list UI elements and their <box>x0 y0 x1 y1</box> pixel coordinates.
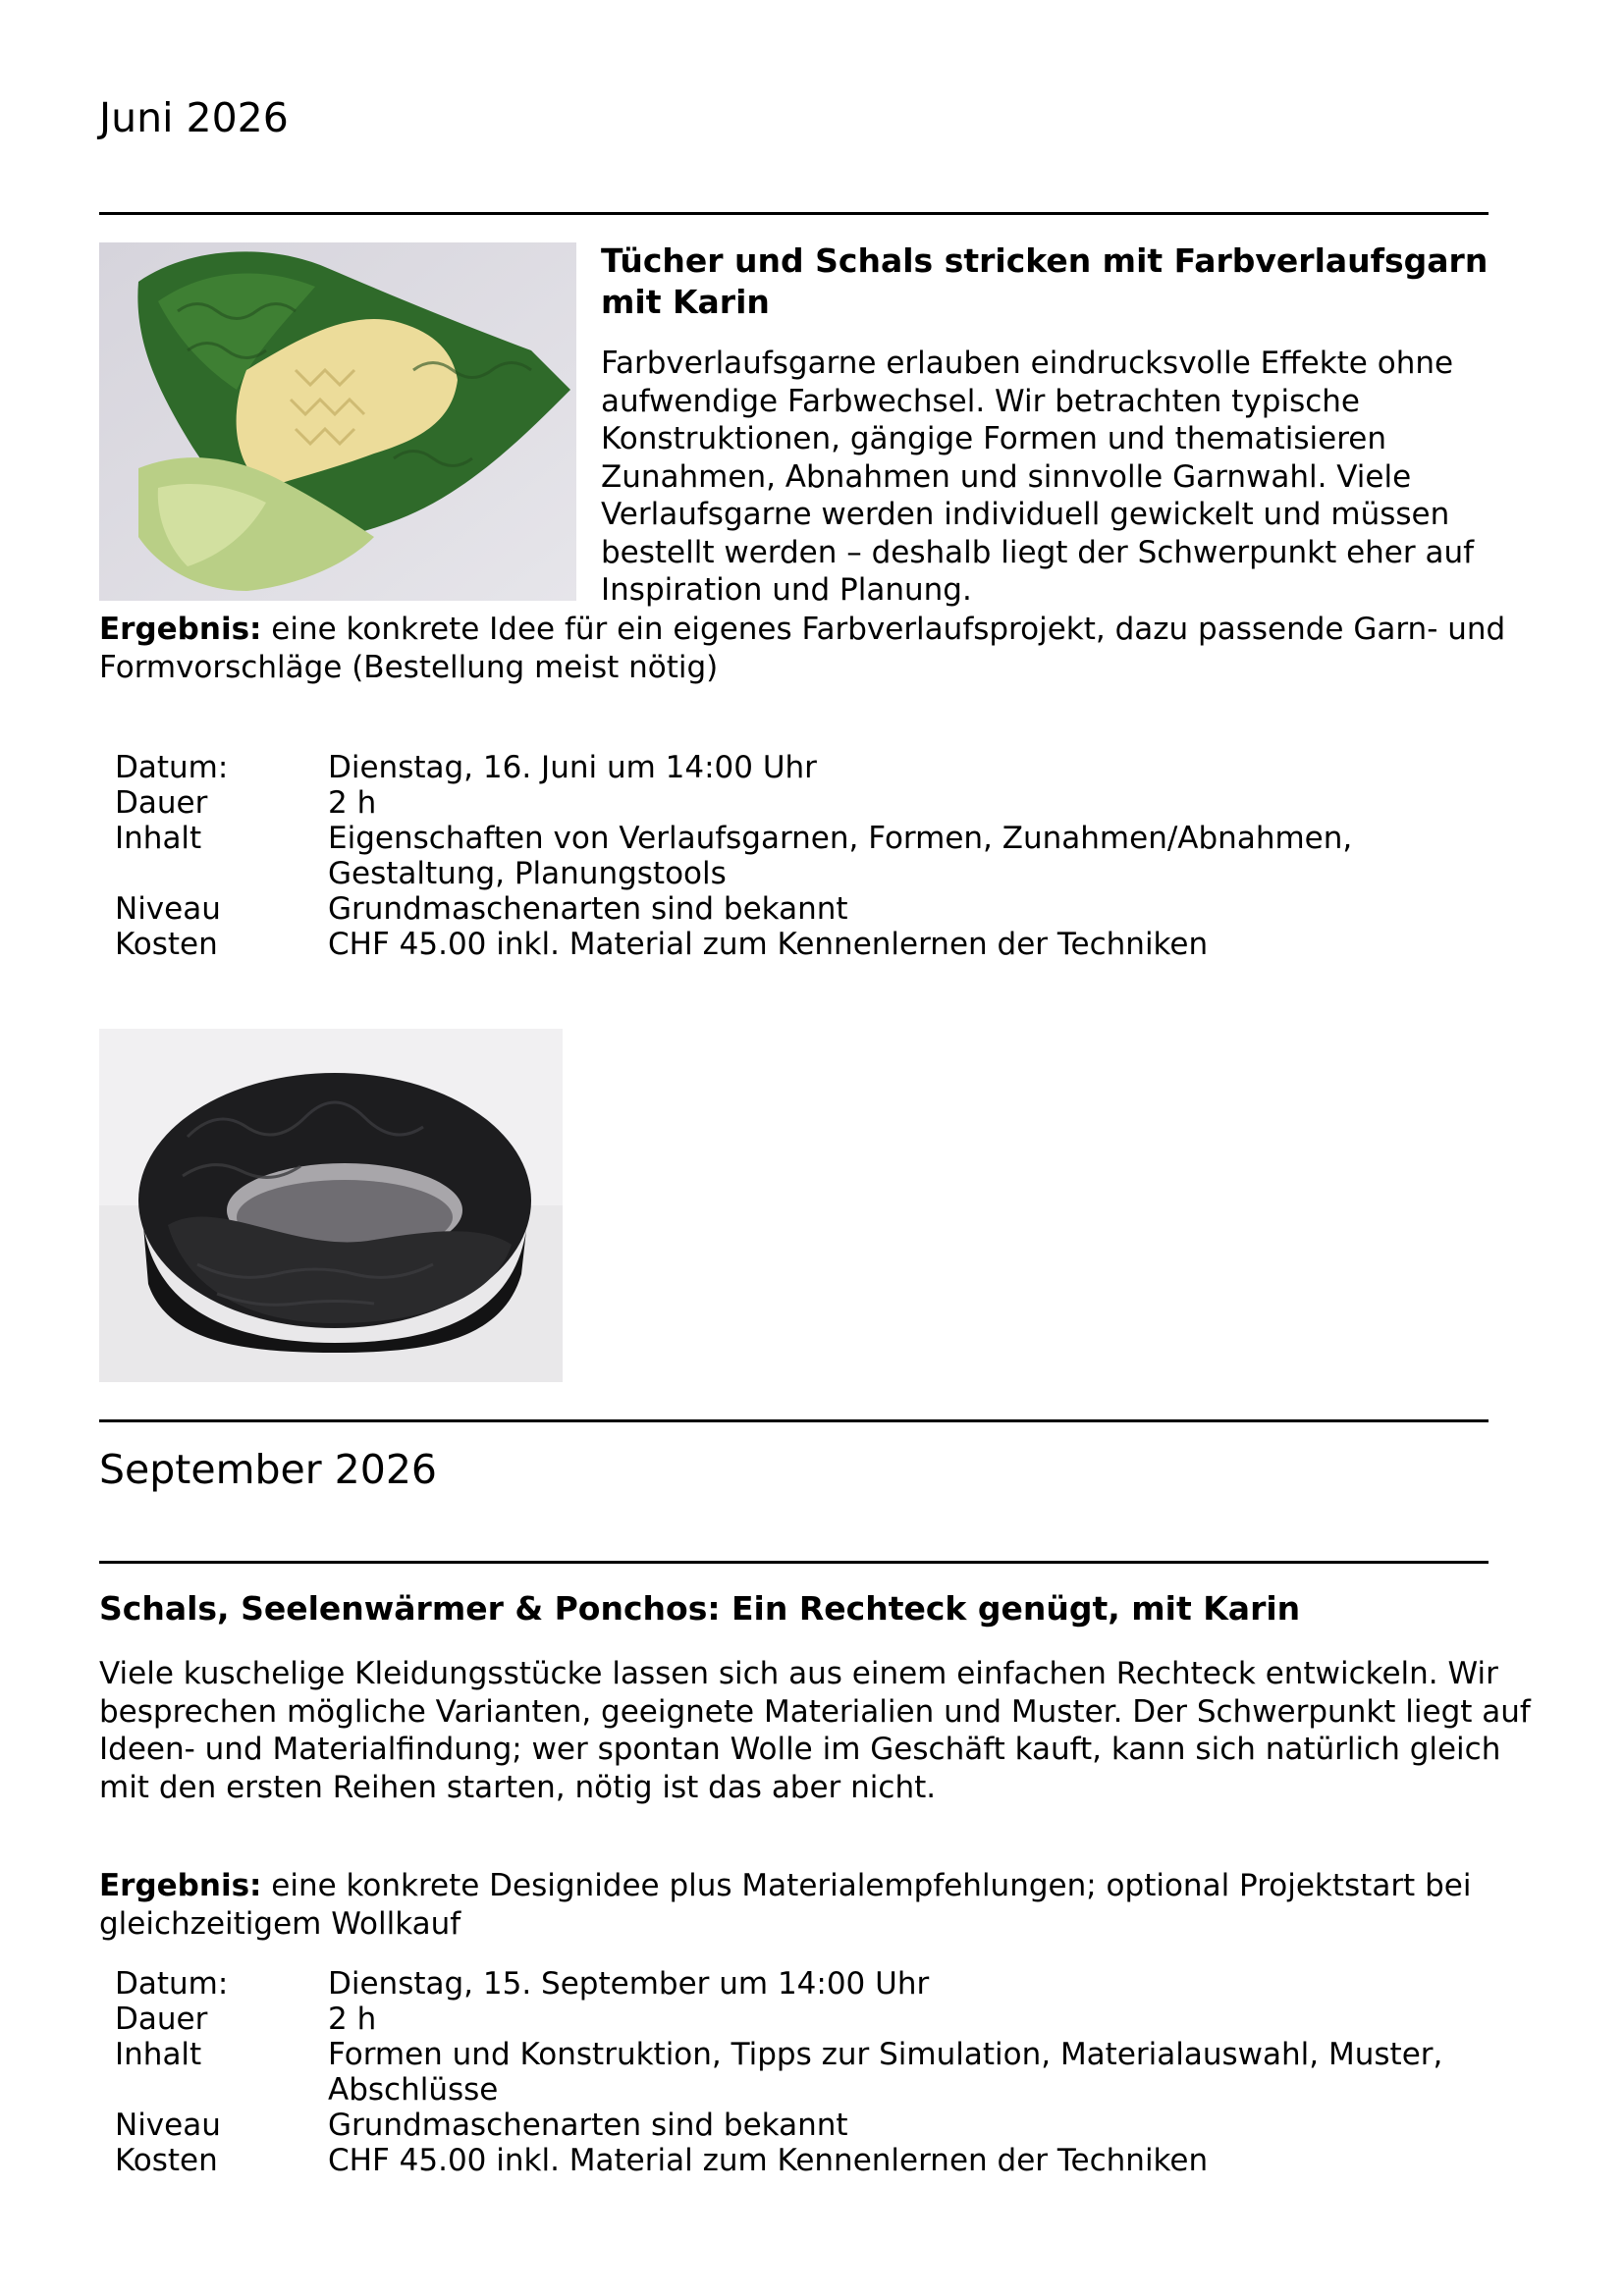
fact-label: Datum: <box>115 750 229 785</box>
fact-label: Inhalt <box>115 2037 202 2072</box>
fact-label: Kosten <box>115 2143 218 2178</box>
result-label: Ergebnis: <box>99 612 262 647</box>
fact-label: Dauer <box>115 785 208 821</box>
course-facts-june <box>115 750 1506 962</box>
fact-label: Datum: <box>115 1966 229 2002</box>
month-heading-june: Juni 2026 <box>99 94 289 141</box>
course-description-september: Viele kuschelige Kleidungsstücke lassen sich aus einem einfachen Rechteck entwickeln. Wir besprechen mögliche Varianten, geeignete Materialien und Muster. Der Schwerpunkt liegt auf Ideen- und Materialfindung; wer spontan Wolle im Geschäft kauft, kann sich natürlich gleich mit den ersten Reihen starten, nötig ist das aber nicht. <box>99 1656 1531 1805</box>
shawl-photo <box>99 242 576 601</box>
fact-value: CHF 45.00 inkl. Material zum Kennenlernen der Techniken <box>328 927 1209 962</box>
fact-label: Kosten <box>115 927 218 962</box>
course-title-line: Tücher und Schals stricken mit Farbverlaufsgarn <box>601 241 1489 280</box>
fact-value: Eigenschaften von Verlaufsgarnen, Formen, Zunahmen/Abnahmen, Gestaltung, Planungstools <box>328 821 1353 891</box>
fact-row-date <box>115 750 1506 785</box>
fact-row-duration <box>115 2002 1506 2037</box>
fact-row-cost <box>115 2143 1506 2178</box>
course-title-line: mit Karin <box>601 283 770 321</box>
horizontal-rule <box>99 1419 1489 1422</box>
fact-label: Dauer <box>115 2002 208 2037</box>
fact-label: Niveau <box>115 2108 221 2143</box>
fact-value: Grundmaschenarten sind bekannt <box>328 891 848 927</box>
course-result-september <box>99 1867 1543 1943</box>
horizontal-rule <box>99 1561 1489 1564</box>
result-text: eine konkrete Designidee plus Materialempfehlungen; optional Projektstart bei gleichzeitigem Wollkauf <box>99 1868 1472 1942</box>
fact-row-content <box>115 2037 1506 2108</box>
course-title-september: Schals, Seelenwärmer & Ponchos: Ein Rechteck genügt, mit Karin <box>99 1589 1301 1628</box>
horizontal-rule <box>99 212 1489 215</box>
fact-row-cost <box>115 927 1506 962</box>
course-title-june <box>601 240 1563 323</box>
fact-value: 2 h <box>328 785 377 821</box>
result-text: eine konkrete Idee für ein eigenes Farbverlaufsprojekt, dazu passende Garn- und Formvorschläge (Bestellung meist nötig) <box>99 612 1506 685</box>
course-description-june: Farbverlaufsgarne erlauben eindrucksvolle Effekte ohne aufwendige Farbwechsel. Wir betrachten typische Konstruktionen, gängige Formen und thematisieren Zunahmen, Abnahmen und sinnvolle Garnwahl. Viele Verlaufsgarne werden individuell gewickelt und müssen bestellt werden – deshalb liegt der Schwerpunkt eher auf Inspiration und Planung. <box>601 346 1475 608</box>
fact-value: 2 h <box>328 2002 377 2037</box>
fact-value: Dienstag, 16. Juni um 14:00 Uhr <box>328 750 817 785</box>
course-result-june <box>99 611 1543 686</box>
result-label: Ergebnis: <box>99 1868 262 1903</box>
fact-value: CHF 45.00 inkl. Material zum Kennenlernen der Techniken <box>328 2143 1209 2178</box>
fact-row-date <box>115 1966 1506 2002</box>
course-facts-september <box>115 1966 1506 2178</box>
fact-label: Inhalt <box>115 821 202 856</box>
cowl-photo <box>99 1029 563 1382</box>
month-heading-september: September 2026 <box>99 1446 437 1493</box>
fact-row-content <box>115 821 1506 891</box>
fact-row-duration <box>115 785 1506 821</box>
fact-value: Formen und Konstruktion, Tipps zur Simulation, Materialauswahl, Muster, Abschlüsse <box>328 2037 1443 2108</box>
fact-value: Grundmaschenarten sind bekannt <box>328 2108 848 2143</box>
fact-row-level <box>115 891 1506 927</box>
fact-label: Niveau <box>115 891 221 927</box>
fact-value: Dienstag, 15. September um 14:00 Uhr <box>328 1966 930 2002</box>
fact-row-level <box>115 2108 1506 2143</box>
